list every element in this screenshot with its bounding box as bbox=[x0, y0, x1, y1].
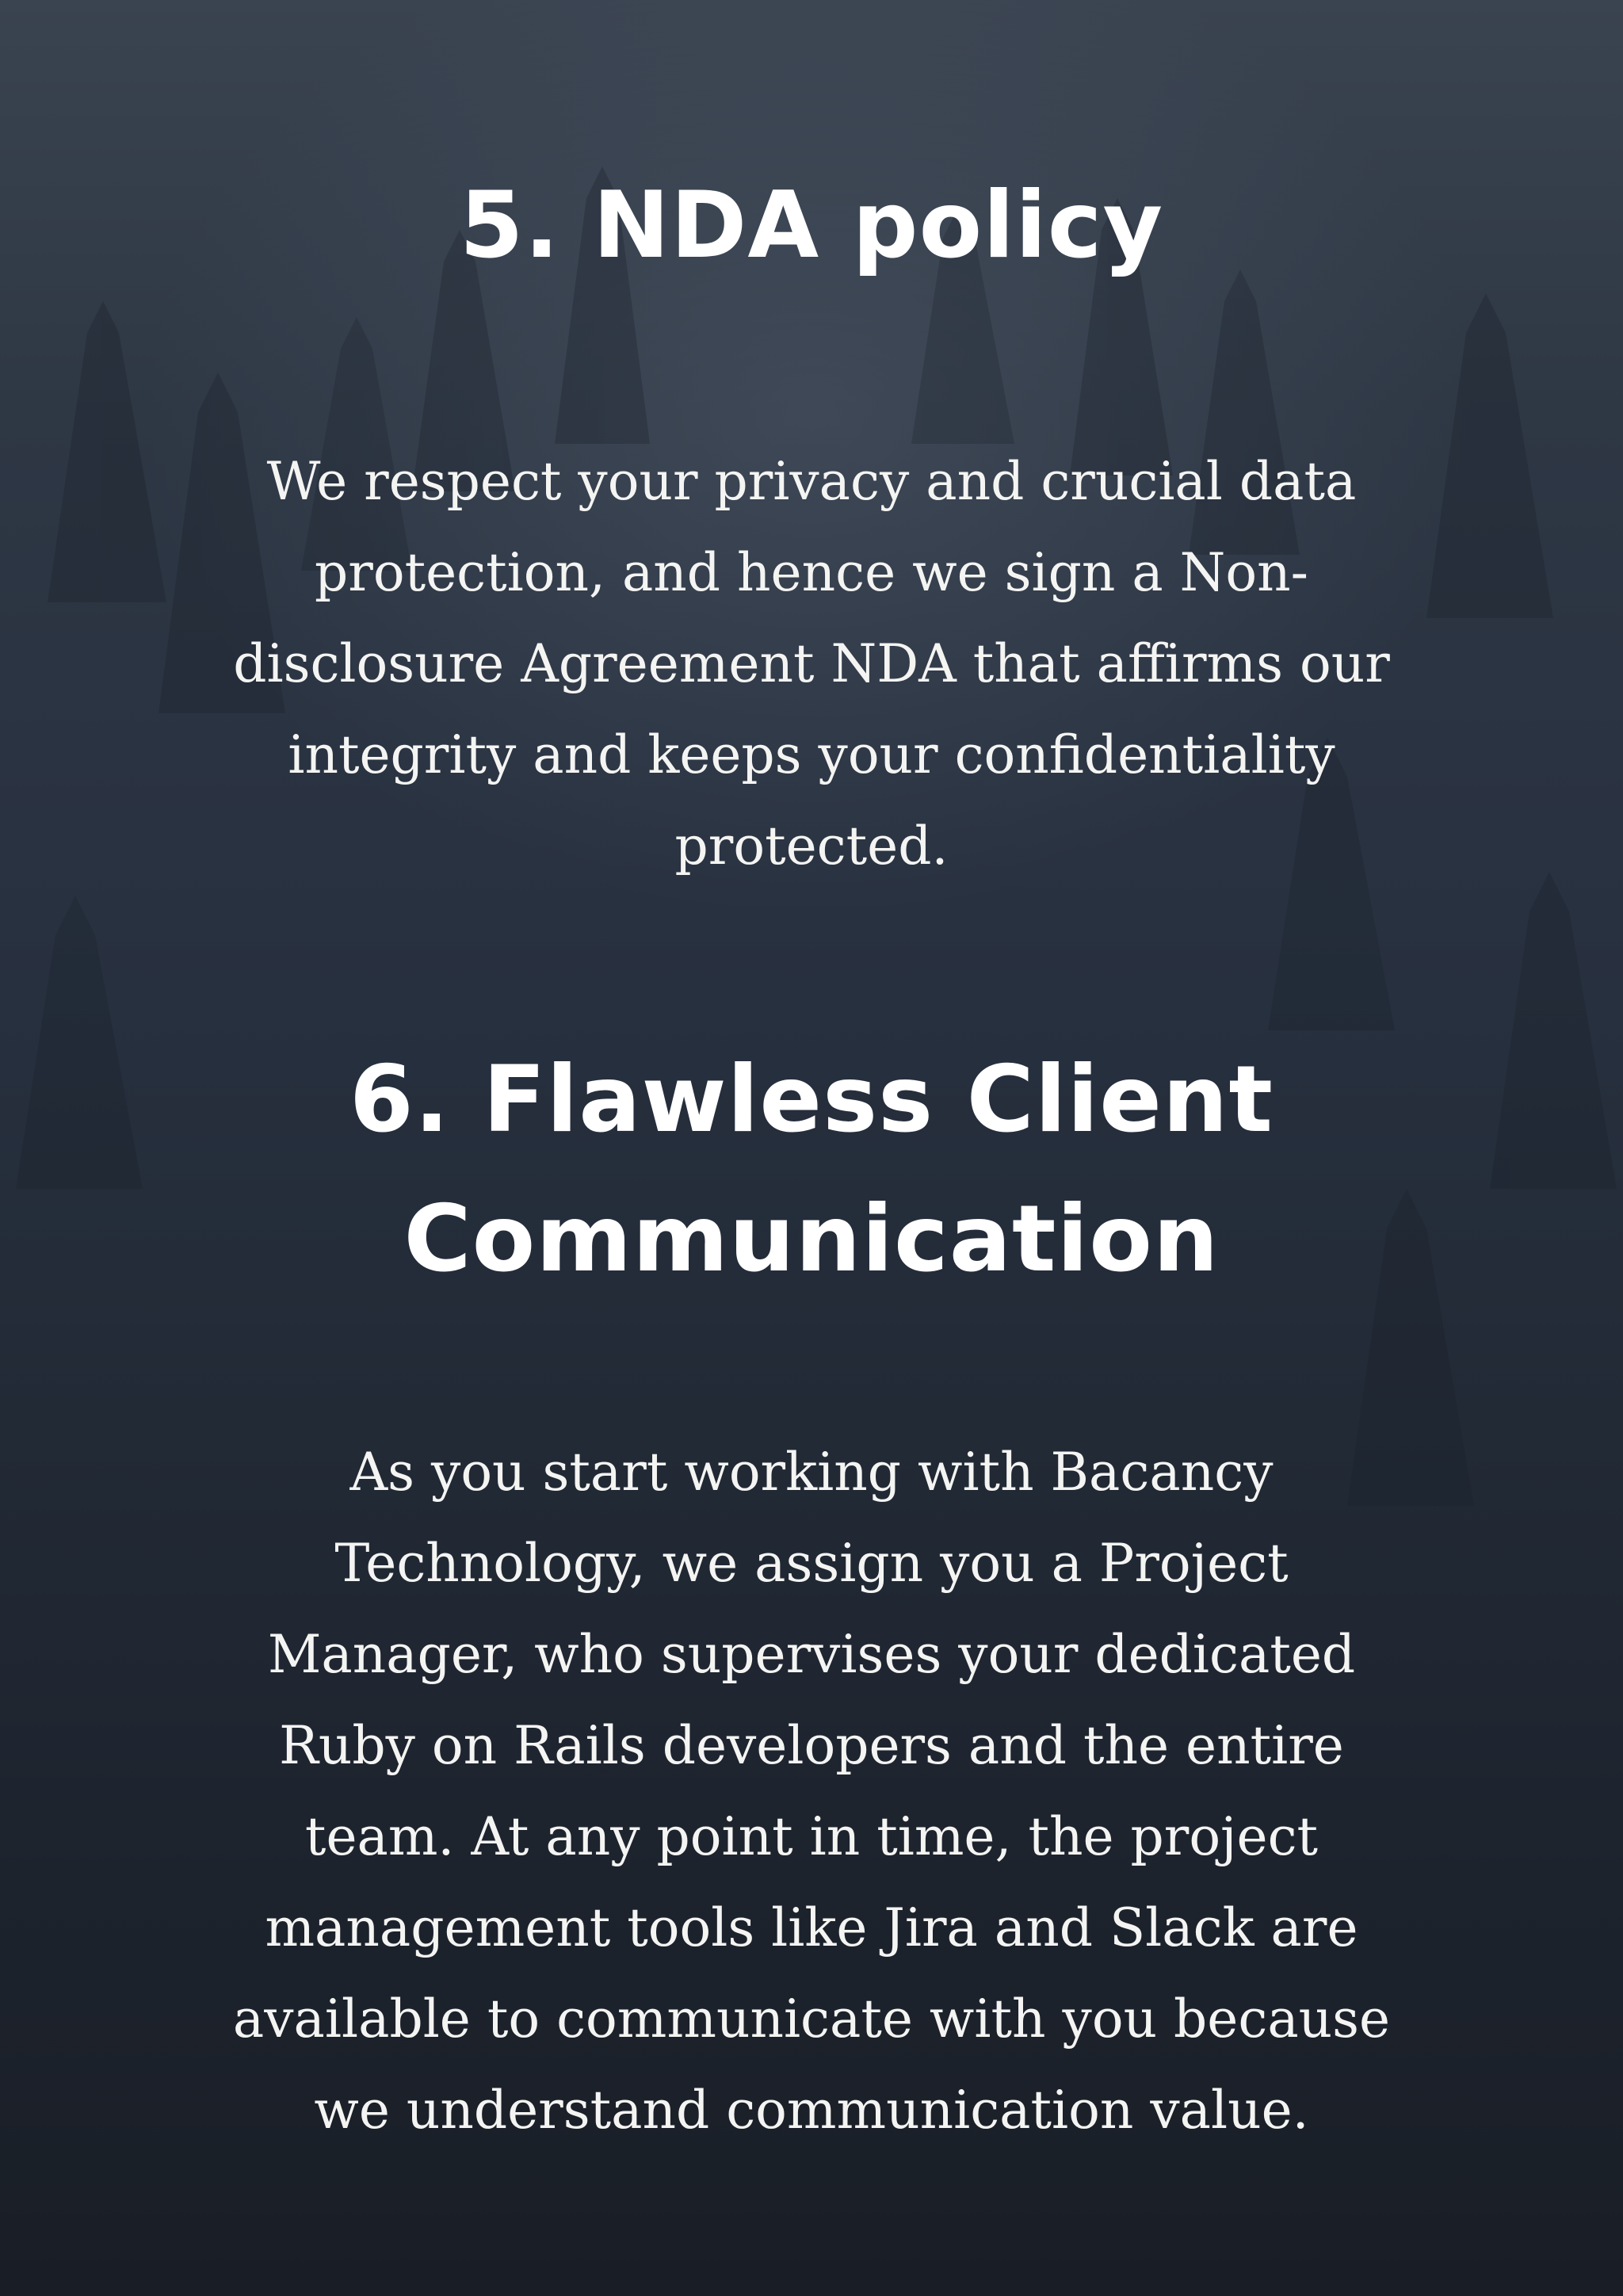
paragraph-line: team. At any point in time, the project bbox=[304, 1806, 1319, 1867]
section-5-paragraph bbox=[158, 436, 1465, 892]
paragraph-line: We respect your privacy and crucial data bbox=[266, 451, 1357, 512]
paragraph-line: management tools like Jira and Slack are bbox=[265, 1897, 1358, 1958]
paragraph-line: available to communicate with you because bbox=[232, 1988, 1391, 2050]
paragraph-line: we understand communication value. bbox=[314, 2080, 1309, 2141]
section-6-paragraph bbox=[158, 1427, 1465, 2156]
paragraph-line: disclosure Agreement NDA that affirms our bbox=[233, 633, 1390, 694]
paragraph-line: As you start working with Bacancy bbox=[349, 1442, 1274, 1503]
paragraph-line: Technology, we assign you a Project bbox=[334, 1533, 1289, 1594]
paragraph-line: protection, and hence we sign a Non- bbox=[315, 542, 1308, 603]
paragraph-line: Ruby on Rails developers and the entire bbox=[279, 1715, 1344, 1776]
section-6-heading bbox=[0, 1030, 1623, 1309]
paragraph-line: protected. bbox=[674, 816, 949, 877]
paragraph-line: Manager, who supervises your dedicated bbox=[267, 1624, 1356, 1685]
heading-line: 6. Flawless Client bbox=[349, 1046, 1274, 1153]
section-5-heading: 5. NDA policy bbox=[459, 172, 1164, 279]
paragraph-line: integrity and keeps your confidentiality bbox=[288, 724, 1335, 785]
heading-line: Communication bbox=[403, 1186, 1220, 1293]
